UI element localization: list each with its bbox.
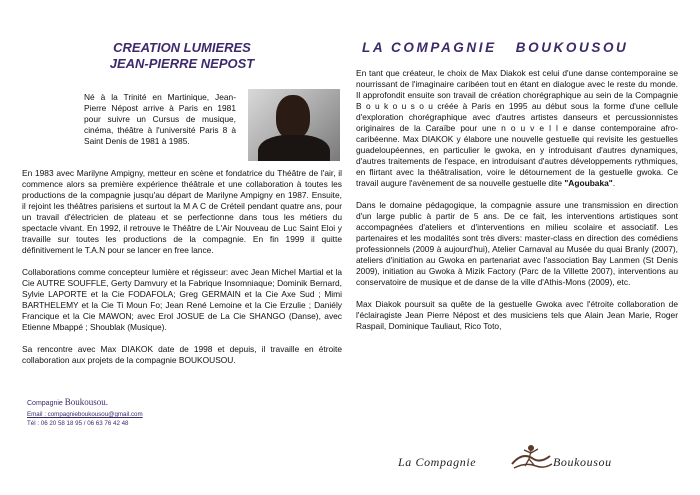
right-paragraph-quest: Max Diakok poursuit sa quête de la gestuelle Gwoka avec l'étroite collaboration de l'éclairagiste Jean Pierre Népost et des musiciens tels que Alain Jean Marie, Roger Raspail, Dominique Tauliaut, Rico Toto,: [356, 299, 678, 331]
left-paragraph-career: En 1983 avec Marilyne Ampigny, metteur en scène et fondatrice du Théâtre de l'air, il commence alors sa première expérience théâtrale et une collaboration à toutes les productions de la compagnie jusqu'au départ de Marilyne Ampigny en 1987. Ensuite, il rejoint les théâtres parisiens et surtout la M A C de Créteil pendant quatre ans, pour un travail d'électricien de plateau et se perfectionne dans tous les métiers du spectacle vivant. En 1992, il retrouve le Théâtre de L'Air Nouveau de Luc Saint Eloi y travaille sur toutes les productions de la compagnie. En fin 1999 il quitte définitivement le T.A.N pour se lancer en free lance.: [22, 168, 342, 255]
right-column: [356, 40, 678, 332]
email-link[interactable]: Email : compagnieboukousou@gmail.com: [27, 411, 143, 418]
right-paragraph-creation: [356, 68, 678, 189]
bio-text: Né à la Trinité en Martinique, Jean-Pierre Népost arrive à Paris en 1981 pour suivre un Cursus de musique, cinéma, théâtre à l'université Paris 8 à Saint Denis de 1981 à 1985.: [84, 92, 236, 146]
agoubaka-term: "Agoubaka": [564, 178, 613, 188]
logo-text-right: Boukousou: [553, 455, 612, 469]
right-title: LA COMPAGNIE BOUKOUSOU: [362, 40, 629, 55]
right-paragraph-pedagogy: Dans le domaine pédagogique, la compagnie assure une transmission en direction d'un large public à partir de 5 ans. De ce fait, les interventions artistiques sont accompagnées d'ateliers et d'interventions en milieu scolaire et associatif. Les partenaires et les modalités sont très divers: master-class en direction des comédiens professionnels (2009 à aujourd'hui), Atelier Carnaval au Musée du quai Branly (2007), ateliers d'initiation au Gwoka en partenariat avec l'association Bay Lanmen (St Denis 2009), initiation au Gwoka à Mizik Factory (Parc de la Villette 2007), interventions au conservatoire de musique et de danse de la ville d'Athis-Mons (2009), etc.: [356, 200, 678, 287]
right-paragraph-creation-end: .: [612, 178, 616, 188]
left-column: [22, 40, 342, 366]
logo-text-left: La Compagnie: [398, 455, 477, 469]
bio-block: [22, 92, 342, 166]
left-title: [22, 40, 342, 72]
company-prefix: Compagnie: [27, 400, 63, 407]
left-title-line1: CREATION LUMIERES: [113, 40, 251, 55]
portrait-photo: [248, 89, 340, 161]
left-title-line2: JEAN-PIERRE NEPOST: [109, 56, 255, 71]
company-name: [27, 398, 227, 408]
contact-footer: [27, 398, 227, 428]
right-paragraph-creation-text: En tant que créateur, le choix de Max Diakok est celui d'une danse contemporaine se nourrissant de l'imaginaire caribéen tout en étant en dialogue avec le reste du monde. Il approfondit ensuite son travail de création chorégraphique au sein de la Compagnie B o u k o u s o u créée à Paris en 1995 au début sous la forme d'une cellule d'exploration chorégraphique avec d'autres artistes danseurs et percussionnistes originaires de la Caraïbe pour une n o u v e l l e danse contemporaine afro-caribéenne. Max DIAKOK y élabore une nouvelle gestuelle qui revisite les gestuelles guadeloupéennes, en particulier le gwoka, en y introduisant d'autres dynamiques, d'autres traitements de l'espace, en introduisant d'autres développements rythmiques, en flirtant avec la théâtralisation, voire le détournement de la gestuelle gwoka. Ce travail augure l'avènement de sa nouvelle gestuelle dite: [356, 68, 678, 188]
dancer-logo-icon: [508, 442, 554, 474]
company-brand: Boukousou.: [64, 397, 109, 407]
left-paragraph-meeting: Sa rencontre avec Max DIAKOK date de 1998 et depuis, il travaille en étroite collaboration aux projets de la compagnie BOUKOUSOU.: [22, 344, 342, 365]
phone-numbers: Tél : 06 20 58 18 95 / 06 63 76 42 48: [27, 420, 129, 427]
company-logo: [398, 442, 648, 474]
left-paragraph-collaborations: Collaborations comme concepteur lumière et régisseur: avec Jean Michel Martial et la Cie AUTRE SOUFFLE, Gerty Damvury et la Fabrique Insomniaque; Dominik Bernard, Sylvie LAPORTE et la Cie FODAFOLA; Greg GERMAIN et la Cie Axe Sud ; Mimi BARTHELEMY et la Cie Ti Moun Fo; Jean René Lemoine et la Cie Erzulie ; Daniély Francique et la Cie MAWON; avec Erol JOSUE de La Cie SHANGO (Danse), avec Etienne Mbappé ; Shoublak (Musique).: [22, 267, 342, 332]
portrait-head: [276, 95, 310, 139]
portrait-shoulders: [258, 135, 330, 161]
